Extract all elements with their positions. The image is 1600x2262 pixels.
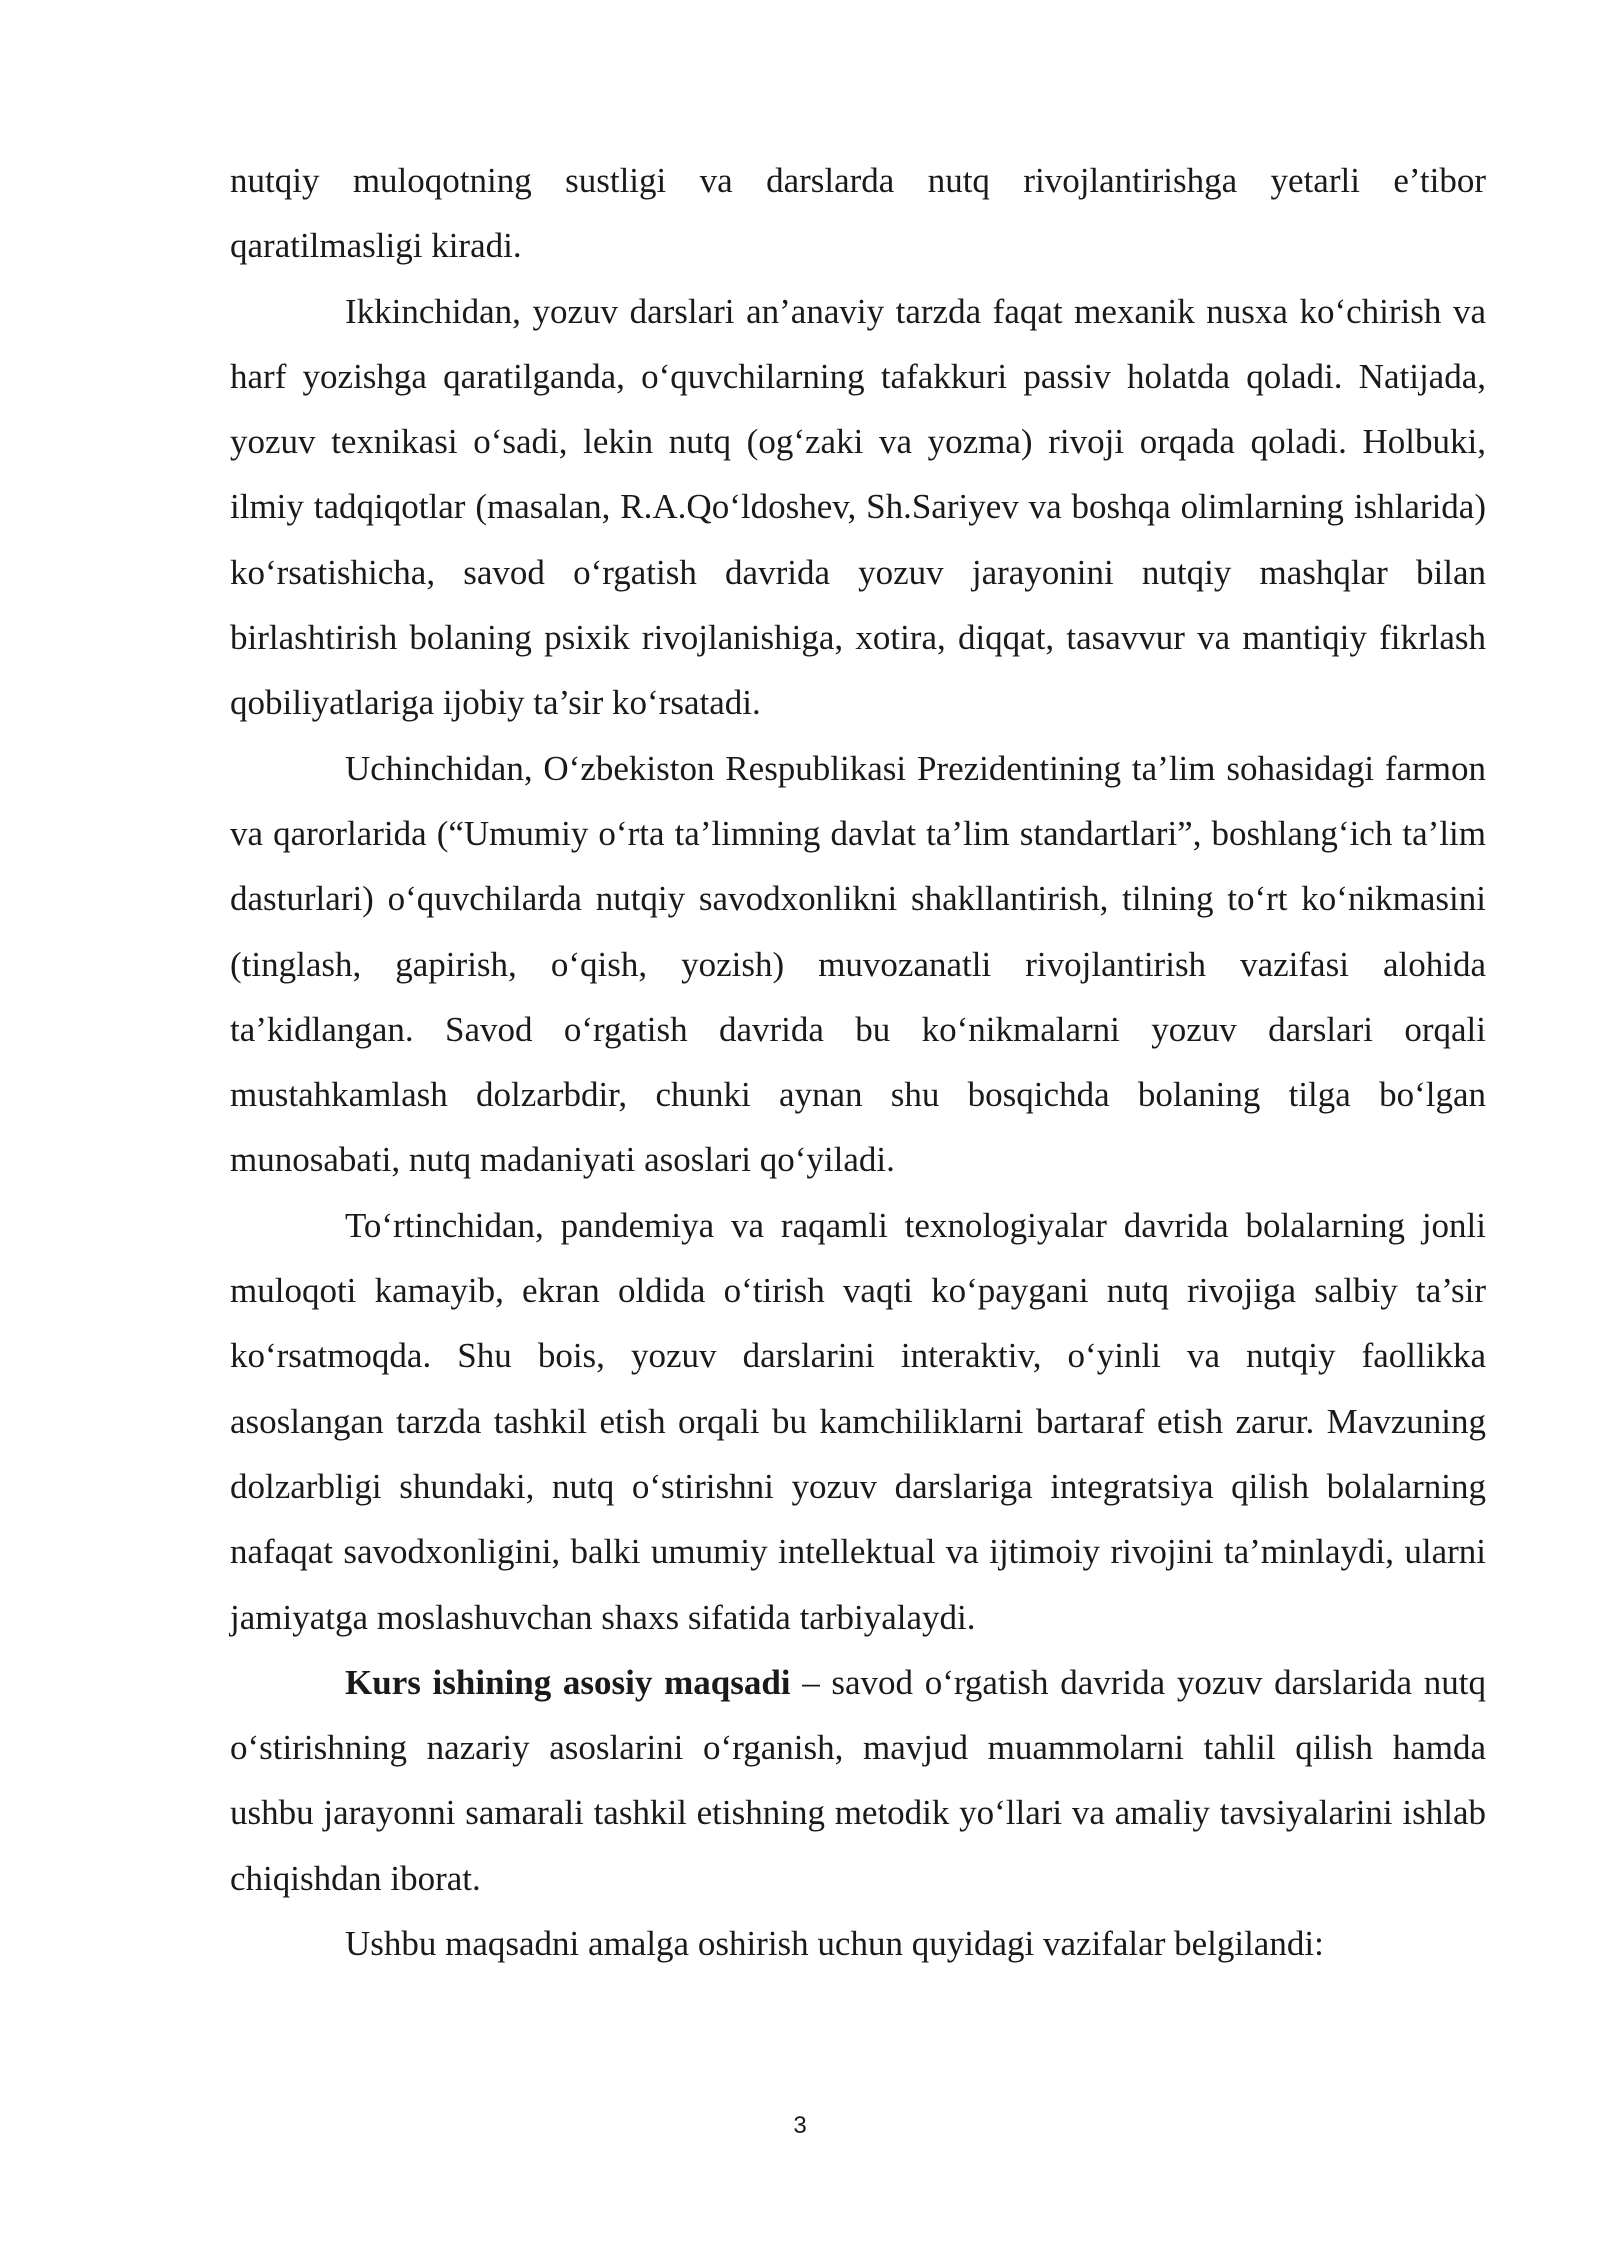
page-number: 3	[793, 2112, 807, 2139]
paragraph-text: nutqiy muloqotning sustligi va darslarda nutq rivojlantirishga yetarli e’tibor qaratilmasligi kiradi.	[230, 161, 1486, 266]
paragraph-course-goal	[230, 1650, 1486, 1911]
paragraph-thirdly	[230, 736, 1486, 1193]
paragraph-text: Uchinchidan, O‘zbekiston Respublikasi Prezidentining ta’lim sohasidagi farmon va qarorlarida (“Umumiy o‘rta ta’limning davlat ta’lim standartlari”, boshlang‘ich ta’lim dasturlari) o‘quvchilarda nutqiy savodxonlikni shakllantirish, tilning to‘rt ko‘nikmasini (tinglash, gapirish, o‘qish, yozish) muvozanatli rivojlantirish vazifasi alohida ta’kidlangan. Savod o‘rgatish davrida bu ko‘nikmalarni yozuv darslari orqali mustahkamlash dolzarbdir, chunki aynan shu bosqichda bolaning tilga bo‘lgan munosabati, nutq madaniyati asoslari qo‘yiladi.	[230, 748, 1486, 1180]
paragraph-continuation	[230, 148, 1486, 279]
paragraph-secondly	[230, 279, 1486, 736]
course-goal-heading: Kurs ishining asosiy maqsadi	[345, 1662, 791, 1702]
paragraph-fourthly	[230, 1193, 1486, 1650]
paragraph-text: – savod o‘rgatish davrida yozuv darslarida nutq o‘stirishning nazariy asoslarini o‘rganish, mavjud muammolarni tahlil qilish hamda ushbu jarayonni samarali tashkil etishning metodik yo‘llari va amaliy tavsiyalarini ishlab chiqishdan iborat.	[230, 1662, 1486, 1898]
paragraph-text: Ushbu maqsadni amalga oshirish uchun quyidagi vazifalar belgilandi:	[345, 1924, 1324, 1964]
paragraph-text: Ikkinchidan, yozuv darslari an’anaviy tarzda faqat mexanik nusxa ko‘chirish va harf yozishga qaratilganda, o‘quvchilarning tafakkuri passiv holatda qoladi. Natijada, yozuv texnikasi o‘sadi, lekin nutq (og‘zaki va yozma) rivoji orqada qoladi. Holbuki, ilmiy tadqiqotlar (masalan, R.A.Qo‘ldoshev, Sh.Sariyev va boshqa olimlarning ishlarida) ko‘rsatishicha, savod o‘rgatish davrida yozuv jarayonini nutqiy mashqlar bilan birlashtirish bolaning psixik rivojlanishiga, xotira, diqqat, tasavvur va mantiqiy fikrlash qobiliyatlariga ijobiy ta’sir ko‘rsatadi.	[230, 291, 1486, 723]
paragraph-text: To‘rtinchidan, pandemiya va raqamli texnologiyalar davrida bolalarning jonli muloqoti kamayib, ekran oldida o‘tirish vaqti ko‘paygani nutq rivojiga salbiy ta’sir ko‘rsatmoqda. Shu bois, yozuv darslarini interaktiv, o‘yinli va nutqiy faollikka asoslangan tarzda tashkil etish orqali bu kamchiliklarni bartaraf etish zarur. Mavzuning dolzarbligi shundaki, nutq o‘stirishni yozuv darslariga integratsiya qilish bolalarning nafaqat savodxonligini, balki umumiy intellektual va ijtimoiy rivojini ta’minlaydi, ularni jamiyatga moslashuvchan shaxs sifatida tarbiyalaydi.	[230, 1205, 1486, 1637]
paragraph-tasks-intro	[230, 1911, 1486, 1976]
body-text	[230, 148, 1486, 1976]
